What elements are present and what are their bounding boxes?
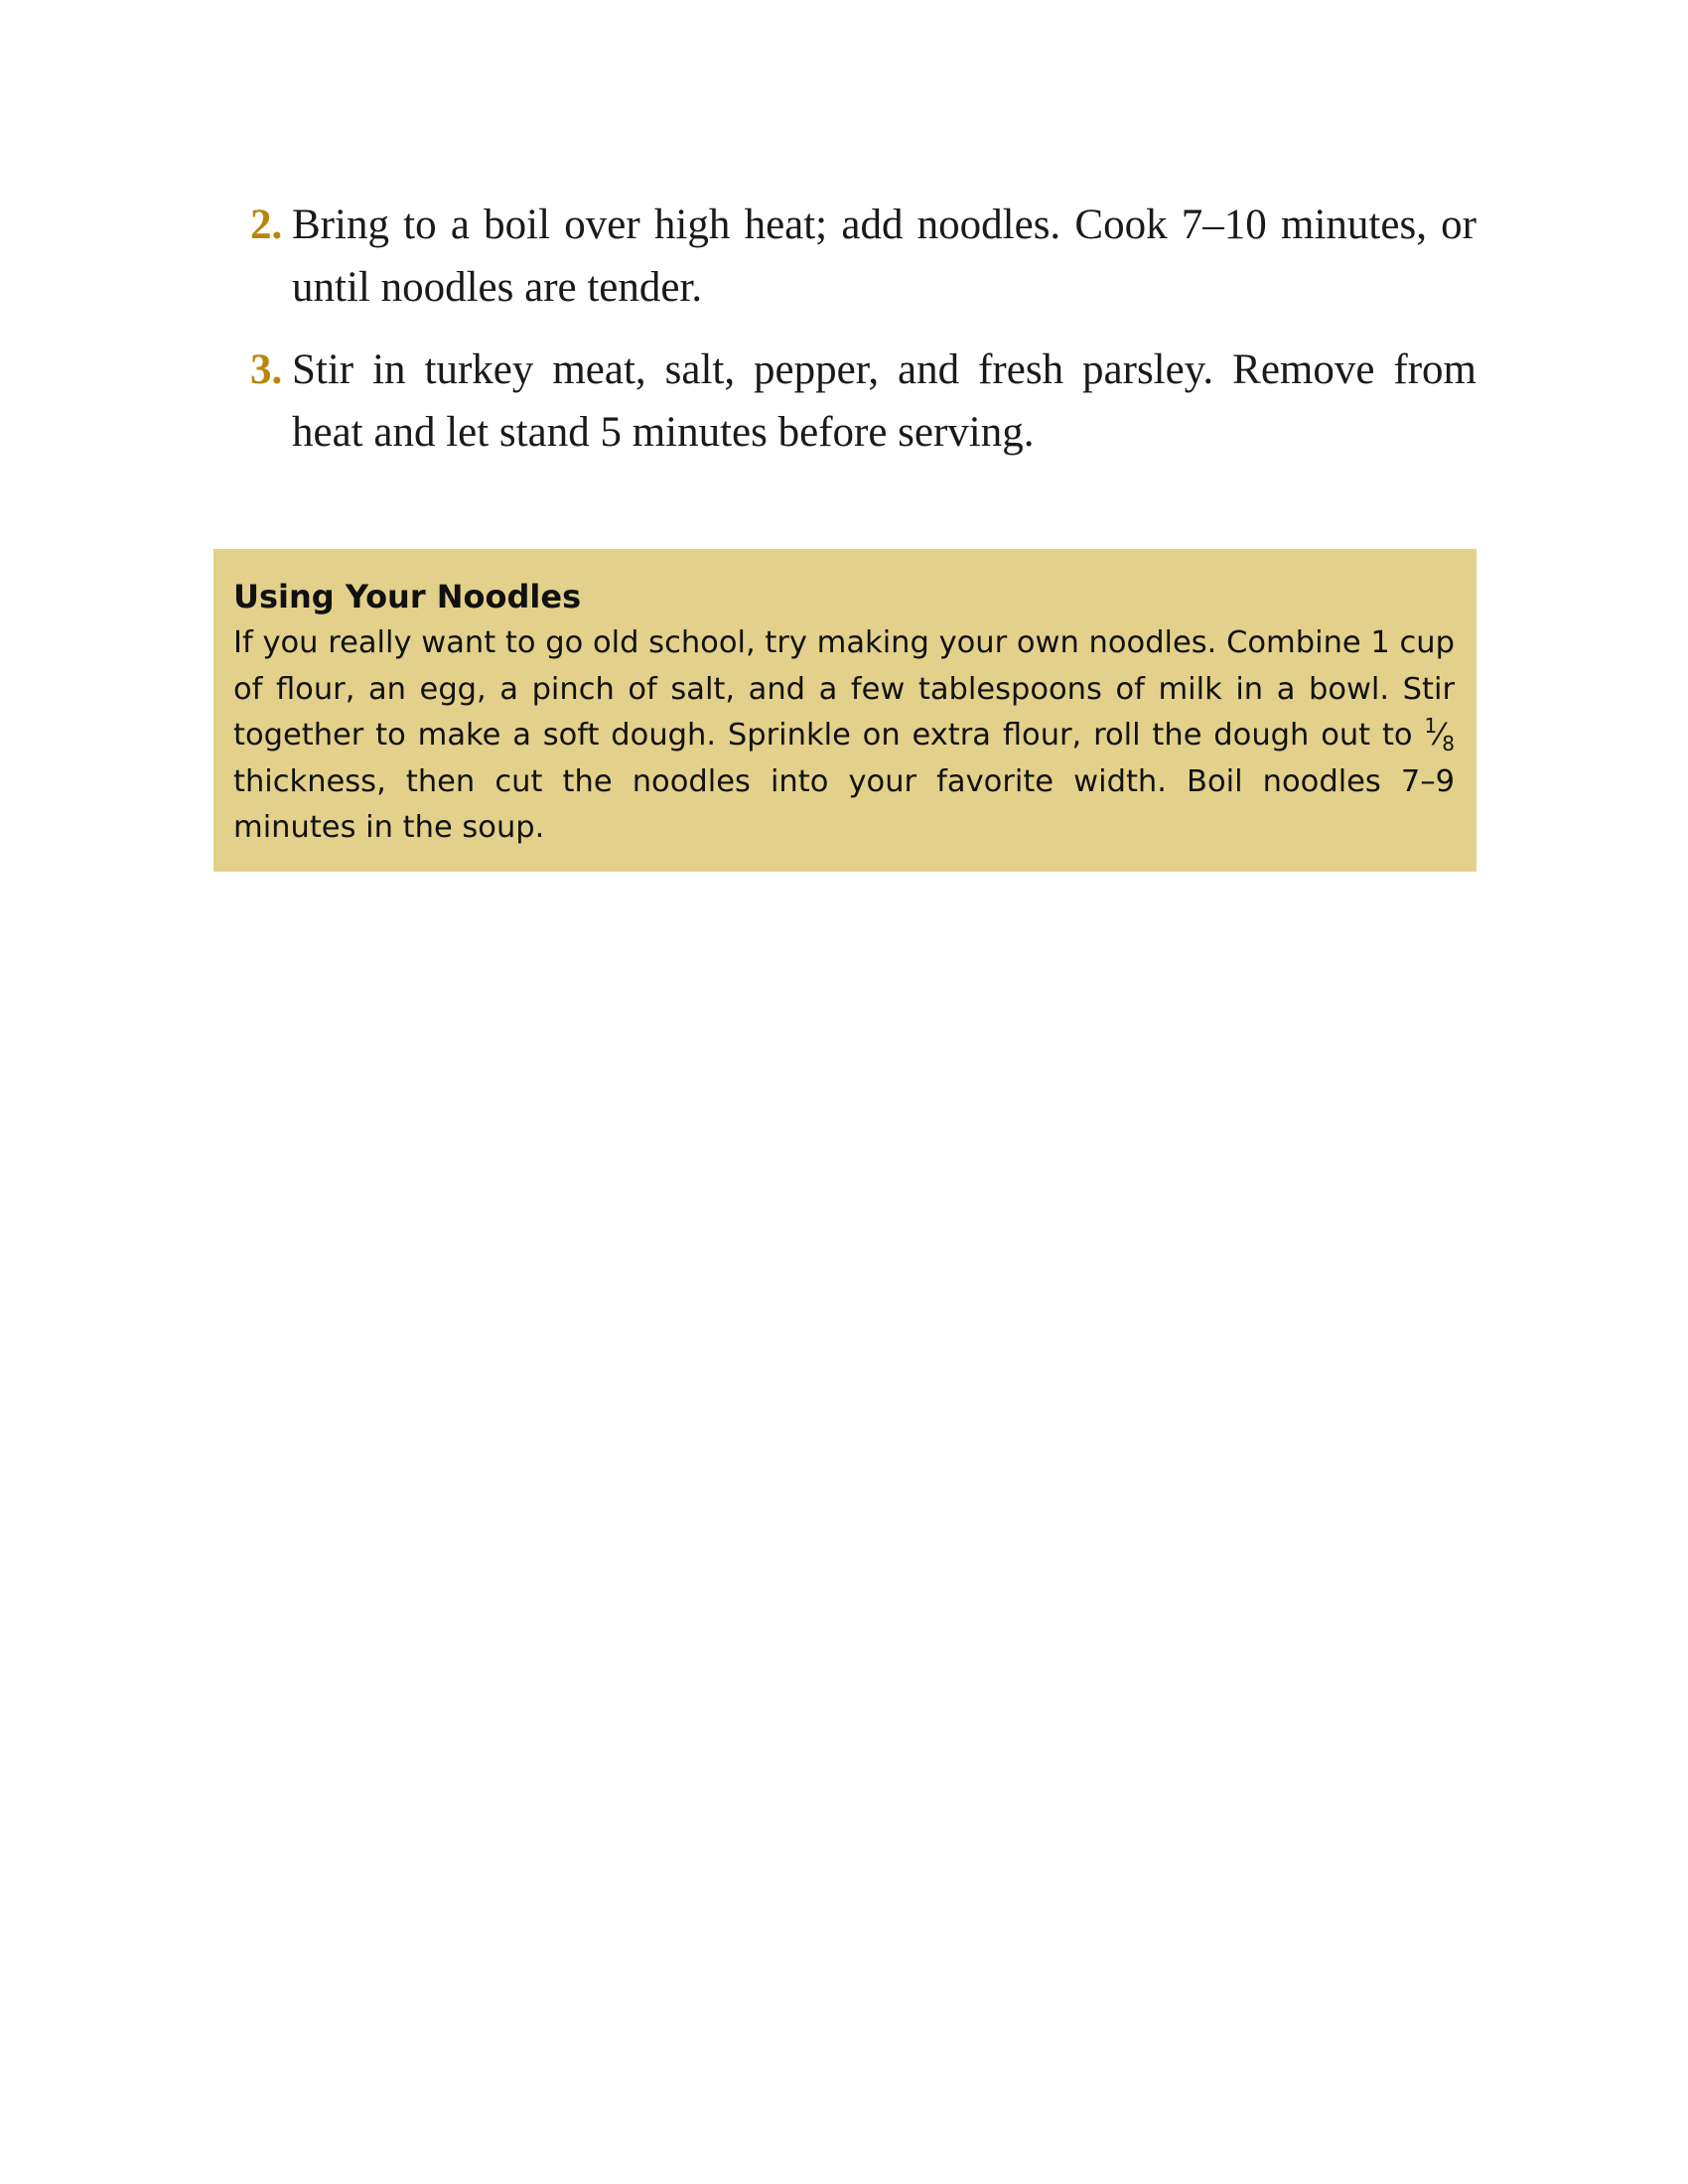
sidebar-body-text: If you really want to go old school, try making your own noodles. Combine 1 cup of flour, an egg, a pinch of salt, and a few tablespoons of milk in a bowl. Stir together to make a soft dough. Sprinkle on extra flour, roll the dough out to (233, 625, 1455, 752)
tip-sidebar (213, 549, 1477, 872)
fraction-numerator: 1 (1424, 714, 1438, 738)
recipe-steps (250, 194, 1477, 483)
sidebar-body-text-end: thickness, then cut the noodles into your favorite width. Boil noodles 7–9 minutes in the soup. (233, 763, 1455, 845)
recipe-step-3 (250, 339, 1477, 464)
step-number: 2. (250, 202, 283, 248)
recipe-step-2 (250, 194, 1477, 319)
fraction-denominator: 8 (1442, 732, 1455, 755)
sidebar-body (233, 620, 1455, 852)
fraction-one-eighth (1424, 714, 1455, 755)
step-number: 3. (250, 346, 283, 393)
step-text: Bring to a boil over high heat; add noodles. Cook 7–10 minutes, or until noodles are tender. (292, 202, 1477, 311)
fraction-slash: ⁄ (1437, 718, 1443, 752)
step-text: Stir in turkey meat, salt, pepper, and fresh parsley. Remove from heat and let stand 5 minutes before serving. (292, 346, 1477, 456)
sidebar-title: Using Your Noodles (233, 578, 582, 615)
